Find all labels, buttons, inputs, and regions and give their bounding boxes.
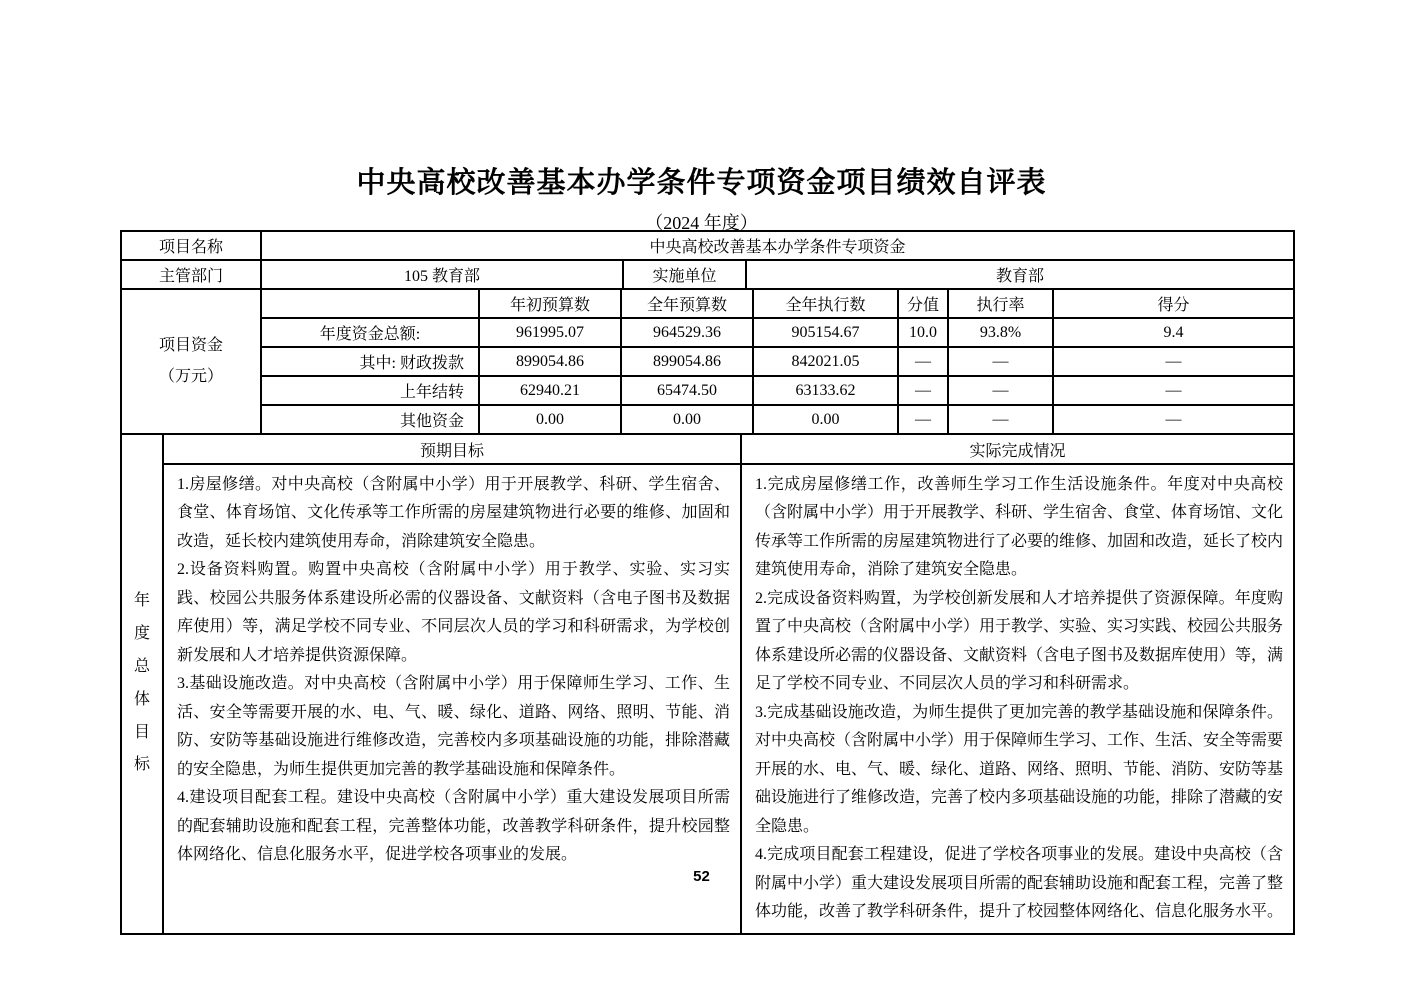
funds-side-label <box>121 289 261 434</box>
cell-value: 65474.50 <box>621 376 753 405</box>
expected-goal-item-1: 1.房屋修缮。对中央高校（含附属中小学）用于开展教学、科研、学生宿舍、食堂、体育场馆、文化传承等工作所需的房屋建筑物进行必要的维修、加固和改造，延长校内建筑使用寿命，消除建筑安全隐患。 <box>177 476 730 550</box>
cell-value: — <box>1053 347 1294 376</box>
actual-completion-header: 实际完成情况 <box>741 434 1294 464</box>
col-header-score-weight: 分值 <box>898 289 948 318</box>
table-row <box>121 260 1294 289</box>
row-label-carryover: 上年结转 <box>261 376 479 405</box>
cell-value: 9.4 <box>1053 318 1294 347</box>
cell-value: 0.00 <box>621 405 753 434</box>
cell-value: 964529.36 <box>621 318 753 347</box>
row-label-fiscal-allocation: 其中: 财政拨款 <box>261 347 479 376</box>
col-header-execution-rate: 执行率 <box>948 289 1053 318</box>
cell-value: — <box>1053 405 1294 434</box>
cell-value: — <box>948 347 1053 376</box>
goals-body-row <box>121 464 1294 934</box>
cell-value: — <box>898 405 948 434</box>
impl-unit-value: 教育部 <box>746 260 1294 289</box>
col-header-initial-budget: 年初预算数 <box>479 289 621 318</box>
actual-completion-text <box>741 464 1294 934</box>
cell-value: — <box>948 405 1053 434</box>
impl-unit-label: 实施单位 <box>623 260 746 289</box>
cell-value: 0.00 <box>753 405 898 434</box>
cell-value: 905154.67 <box>753 318 898 347</box>
cell-value: 899054.86 <box>479 347 621 376</box>
project-funds-table <box>120 288 1295 435</box>
self-evaluation-table <box>120 230 1293 935</box>
page-number: 52 <box>693 868 710 885</box>
expected-goal-item-4: 4.建设项目配套工程。建设中央高校（含附属中小学）重大建设发展项目所需的配套辅助设施和配套工程，完善整体功能，改善教学科研条件，提升校园整体网络化、信息化服务水平，促进学校各项事业的发展。 <box>177 789 730 864</box>
cell-value: 10.0 <box>898 318 948 347</box>
dept-label: 主管部门 <box>121 260 261 289</box>
col-header-full-year-execution: 全年执行数 <box>753 289 898 318</box>
page-subtitle: （2024 年度） <box>645 213 758 233</box>
funds-header-row <box>121 289 1294 318</box>
row-label-other-funds: 其他资金 <box>261 405 479 434</box>
project-name-value: 中央高校改善基本办学条件专项资金 <box>261 231 1294 260</box>
funds-row-carryover <box>121 376 1294 405</box>
expected-goal-item-3: 3.基础设施改造。对中央高校（含附属中小学）用于保障师生学习、工作、生活、安全等需要开展的水、电、气、暖、绿化、道路、网络、照明、节能、消防、安防等基础设施进行维修改造，完善校内多项基础设施的功能，排除潜藏的安全隐患，为师生提供更加完善的教学基础设施和保障条件。 <box>177 675 730 778</box>
dept-value: 105 教育部 <box>261 260 623 289</box>
actual-completion-item-2: 2.完成设备资料购置，为学校创新发展和人才培养提供了资源保障。年度购置了中央高校（含附属中小学）用于教学、实验、实习实践、校园公共服务体系建设所必需的仪器设备、文献资料（含电子图书及数据库使用）等，满足了学校不同专业、不同层次人员的学习和科研需求。 <box>755 589 1284 693</box>
funds-side-label-line2: （万元） <box>158 367 223 385</box>
expected-goals-text <box>163 464 741 934</box>
funds-header-empty <box>261 289 479 318</box>
cell-value: — <box>898 347 948 376</box>
funds-row-fiscal <box>121 347 1294 376</box>
funds-side-label-line1: 项目资金 <box>158 337 223 355</box>
annual-goal-side-label-cell <box>121 434 163 934</box>
col-header-score: 得分 <box>1053 289 1294 318</box>
table-row <box>121 231 1294 260</box>
cell-value: 0.00 <box>479 405 621 434</box>
row-label-total: 年度资金总额: <box>261 318 479 347</box>
project-info-table <box>120 230 1295 290</box>
actual-completion-item-4: 4.完成项目配套工程建设，促进了学校各项事业的发展。建设中央高校（含附属中小学）重大建设发展项目所需的配套辅助设施和配套工程，完善了整体功能，改善了教学科研条件，提升了校园整体网络化、信息化服务水平。 <box>755 846 1284 921</box>
funds-row-total <box>121 318 1294 347</box>
cell-value: 93.8% <box>948 318 1053 347</box>
actual-completion-item-3: 3.完成基础设施改造，为师生提供了更加完善的教学基础设施和保障条件。对中央高校（含附属中小学）用于保障师生学习、工作、生活、安全等需要开展的水、电、气、暖、绿化、道路、网络、照明、节能、消防、安防等基础设施进行了维修改造，完善了校内多项基础设施的功能，排除了潜藏的安全隐患。 <box>755 703 1284 835</box>
expected-goal-item-2: 2.设备资料购置。购置中央高校（含附属中小学）用于教学、实验、实习实践、校园公共服务体系建设所必需的仪器设备、文献资料（含电子图书及数据库使用）等，满足学校不同专业、不同层次人员的学习和科研需求，为学校创新发展和人才培养提供资源保障。 <box>177 561 730 664</box>
cell-value: — <box>1053 376 1294 405</box>
cell-value: 63133.62 <box>753 376 898 405</box>
col-header-full-year-budget: 全年预算数 <box>621 289 753 318</box>
cell-value: 842021.05 <box>753 347 898 376</box>
goals-header-row <box>121 434 1294 464</box>
project-name-label: 项目名称 <box>121 231 261 260</box>
annual-goals-table <box>120 433 1295 935</box>
annual-goal-side-label: 年度总体目标 <box>133 592 150 774</box>
cell-value: 62940.21 <box>479 376 621 405</box>
expected-goals-header: 预期目标 <box>163 434 741 464</box>
page-title: 中央高校改善基本办学条件专项资金项目绩效自评表 <box>356 167 1047 199</box>
actual-completion-item-1: 1.完成房屋修缮工作，改善师生学习工作生活设施条件。年度对中央高校（含附属中小学）用于开展教学、科研、学生宿舍、食堂、体育场馆、文化传承等工作所需的房屋建筑物进行了必要的维修、加固和改造，延长了校内建筑使用寿命，消除了建筑安全隐患。 <box>755 476 1284 579</box>
cell-value: — <box>948 376 1053 405</box>
cell-value: 899054.86 <box>621 347 753 376</box>
cell-value: 961995.07 <box>479 318 621 347</box>
funds-row-other <box>121 405 1294 434</box>
cell-value: — <box>898 376 948 405</box>
